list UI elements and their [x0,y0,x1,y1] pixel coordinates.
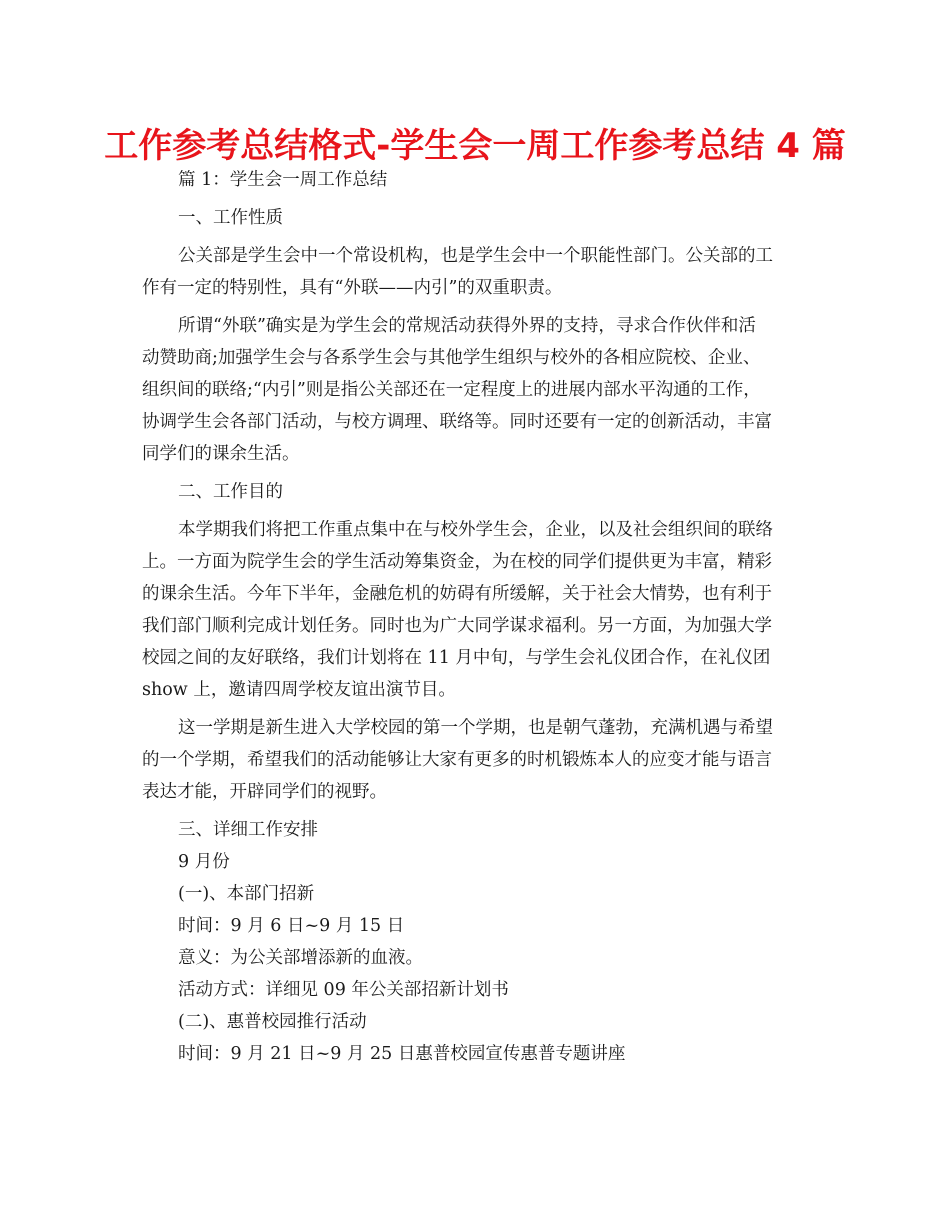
text-line: 篇 1：学生会一周工作总结 [178,170,388,190]
text-line: 我们部门顺利完成计划任务。同时也为广大同学谋求福利。另一方面，为加强大学 [142,616,772,636]
text-line: (二)、惠普校园推行活动 [178,1012,367,1032]
text-line: 校园之间的友好联络，我们计划将在 11 月中旬，与学生会礼仪团合作，在礼仪团 [142,648,771,668]
text-line: 作有一定的特别性，具有“外联——内引”的双重职责。 [142,278,563,298]
text-line: 组织间的联络;“内引”则是指公关部还在一定程度上的进展内部水平沟通的工作， [142,380,761,400]
document-body [142,164,822,1070]
text-line: 同学们的课余生活。 [142,444,300,464]
text-line: 一、工作性质 [178,208,283,228]
text-line: 公关部是学生会中一个常设机构，也是学生会中一个职能性部门。公关部的工 [178,246,773,266]
text-line: 上。一方面为院学生会的学生活动筹集资金，为在校的同学们提供更为丰富，精彩 [142,552,772,572]
text-line: 活动方式：详细见 09 年公关部招新计划书 [178,980,509,1000]
text-line: 的一个学期，希望我们的活动能够让大家有更多的时机锻炼本人的应变才能与语言 [142,750,772,770]
text-line: 三、详细工作安排 [178,820,318,840]
text-line: 本学期我们将把工作重点集中在与校外学生会，企业，以及社会组织间的联络 [178,520,773,540]
text-line: show 上，邀请四周学校友谊出演节目。 [142,680,456,700]
text-line: 9 月份 [178,852,230,872]
document-title: 工作参考总结格式-学生会一周工作参考总结 4 篇 [104,126,846,166]
text-line: 这一学期是新生进入大学校园的第一个学期，也是朝气蓬勃，充满机遇与希望 [178,718,773,738]
text-line: 协调学生会各部门活动，与校方调理、联络等。同时还要有一定的创新活动，丰富 [142,412,772,432]
text-line: (一)、本部门招新 [178,884,315,904]
text-line: 时间：9 月 6 日~9 月 15 日 [178,916,405,936]
text-line: 时间：9 月 21 日~9 月 25 日惠普校园宣传惠普专题讲座 [178,1044,626,1064]
text-line: 二、工作目的 [178,482,283,502]
text-line: 的课余生活。今年下半年，金融危机的妨碍有所缓解，关于社会大情势，也有利于 [142,584,772,604]
text-line: 表达才能，开辟同学们的视野。 [142,782,387,802]
text-line: 动赞助商;加强学生会与各系学生会与其他学生组织与校外的各相应院校、企业、 [142,348,761,368]
text-line: 意义：为公关部增添新的血液。 [178,948,423,968]
text-line: 所谓“外联”确实是为学生会的常规活动获得外界的支持，寻求合作伙伴和活 [178,316,756,336]
